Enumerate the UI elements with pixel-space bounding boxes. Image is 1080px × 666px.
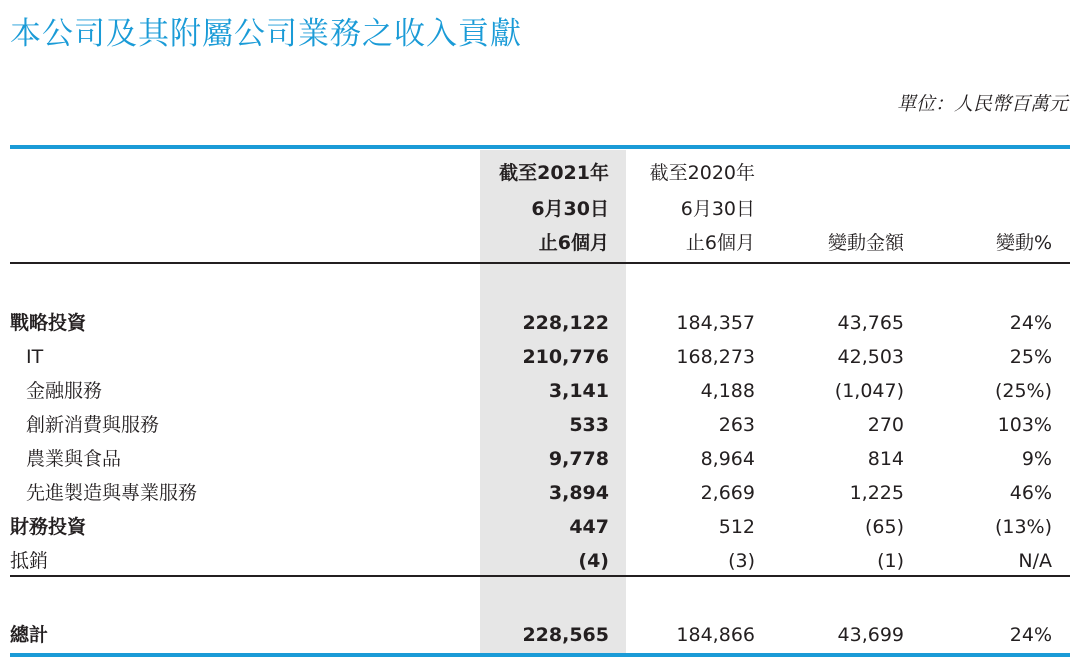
total-change-value: 43,699: [837, 624, 904, 646]
row-2021-value: 533: [569, 414, 609, 436]
row-2020-value: (3): [728, 550, 755, 572]
row-change-value: (1): [877, 550, 904, 572]
subtotal-rule: [10, 575, 1070, 577]
page-title: 本公司及其附屬公司業務之收入貢獻: [10, 16, 522, 52]
table-bottom-rule: [10, 653, 1070, 657]
row-change-percent: (13%): [994, 516, 1052, 538]
row-change-percent: 24%: [1009, 312, 1052, 334]
row-change-value: 1,225: [849, 482, 904, 504]
row-change-value: 42,503: [837, 346, 904, 368]
table-top-rule: [10, 145, 1070, 149]
row-2020-value: 512: [718, 516, 755, 538]
total-2020-value: 184,866: [676, 624, 755, 646]
row-2020-value: 4,188: [700, 380, 755, 402]
row-2021-value: 210,776: [522, 346, 609, 368]
row-change-value: (1,047): [834, 380, 904, 402]
row-change-percent: 25%: [1009, 346, 1052, 368]
row-2021-value: (4): [578, 550, 609, 572]
row-change-percent: 46%: [1009, 482, 1052, 504]
header-2021-line3: 止6個月: [538, 232, 609, 254]
row-label: 農業與食品: [26, 448, 122, 470]
row-change-percent: (25%): [994, 380, 1052, 402]
row-label: 財務投資: [10, 516, 87, 538]
header-2020-line3: 止6個月: [685, 232, 755, 254]
row-2020-value: 2,669: [700, 482, 755, 504]
current-period-column-shading: [480, 150, 626, 656]
total-label: 總計: [10, 624, 49, 646]
row-change-value: 814: [867, 448, 904, 470]
row-change-percent: N/A: [1018, 550, 1052, 572]
header-change-amount: 變動金額: [827, 232, 904, 254]
row-2020-value: 184,357: [676, 312, 755, 334]
header-2021-line1: 截至2021年: [499, 162, 609, 184]
row-2021-value: 447: [569, 516, 609, 538]
row-2021-value: 3,141: [548, 380, 609, 402]
header-2020-line2: 6月30日: [680, 198, 755, 220]
total-2021-value: 228,565: [522, 624, 609, 646]
row-label: 戰略投資: [10, 312, 87, 334]
row-label: 金融服務: [26, 380, 103, 402]
row-label: 創新消費與服務: [26, 414, 160, 436]
unit-note: 單位：人民幣百萬元: [896, 93, 1068, 115]
header-2021-line2: 6月30日: [531, 198, 609, 220]
row-change-value: 270: [867, 414, 904, 436]
row-2020-value: 263: [718, 414, 755, 436]
row-2020-value: 8,964: [700, 448, 755, 470]
row-change-percent: 103%: [997, 414, 1052, 436]
header-bottom-rule: [10, 262, 1070, 264]
total-change-percent: 24%: [1009, 624, 1052, 646]
row-2021-value: 3,894: [548, 482, 609, 504]
row-change-value: 43,765: [837, 312, 904, 334]
header-change-percent: 變動%: [995, 232, 1052, 254]
row-label: 抵銷: [10, 550, 49, 572]
header-2020-line1: 截至2020年: [649, 162, 755, 184]
row-change-percent: 9%: [1021, 448, 1052, 470]
row-2021-value: 9,778: [548, 448, 609, 470]
row-2020-value: 168,273: [676, 346, 755, 368]
row-change-value: (65): [864, 516, 904, 538]
row-label: IT: [26, 346, 44, 368]
row-label: 先進製造與專業服務: [26, 482, 198, 504]
row-2021-value: 228,122: [522, 312, 609, 334]
